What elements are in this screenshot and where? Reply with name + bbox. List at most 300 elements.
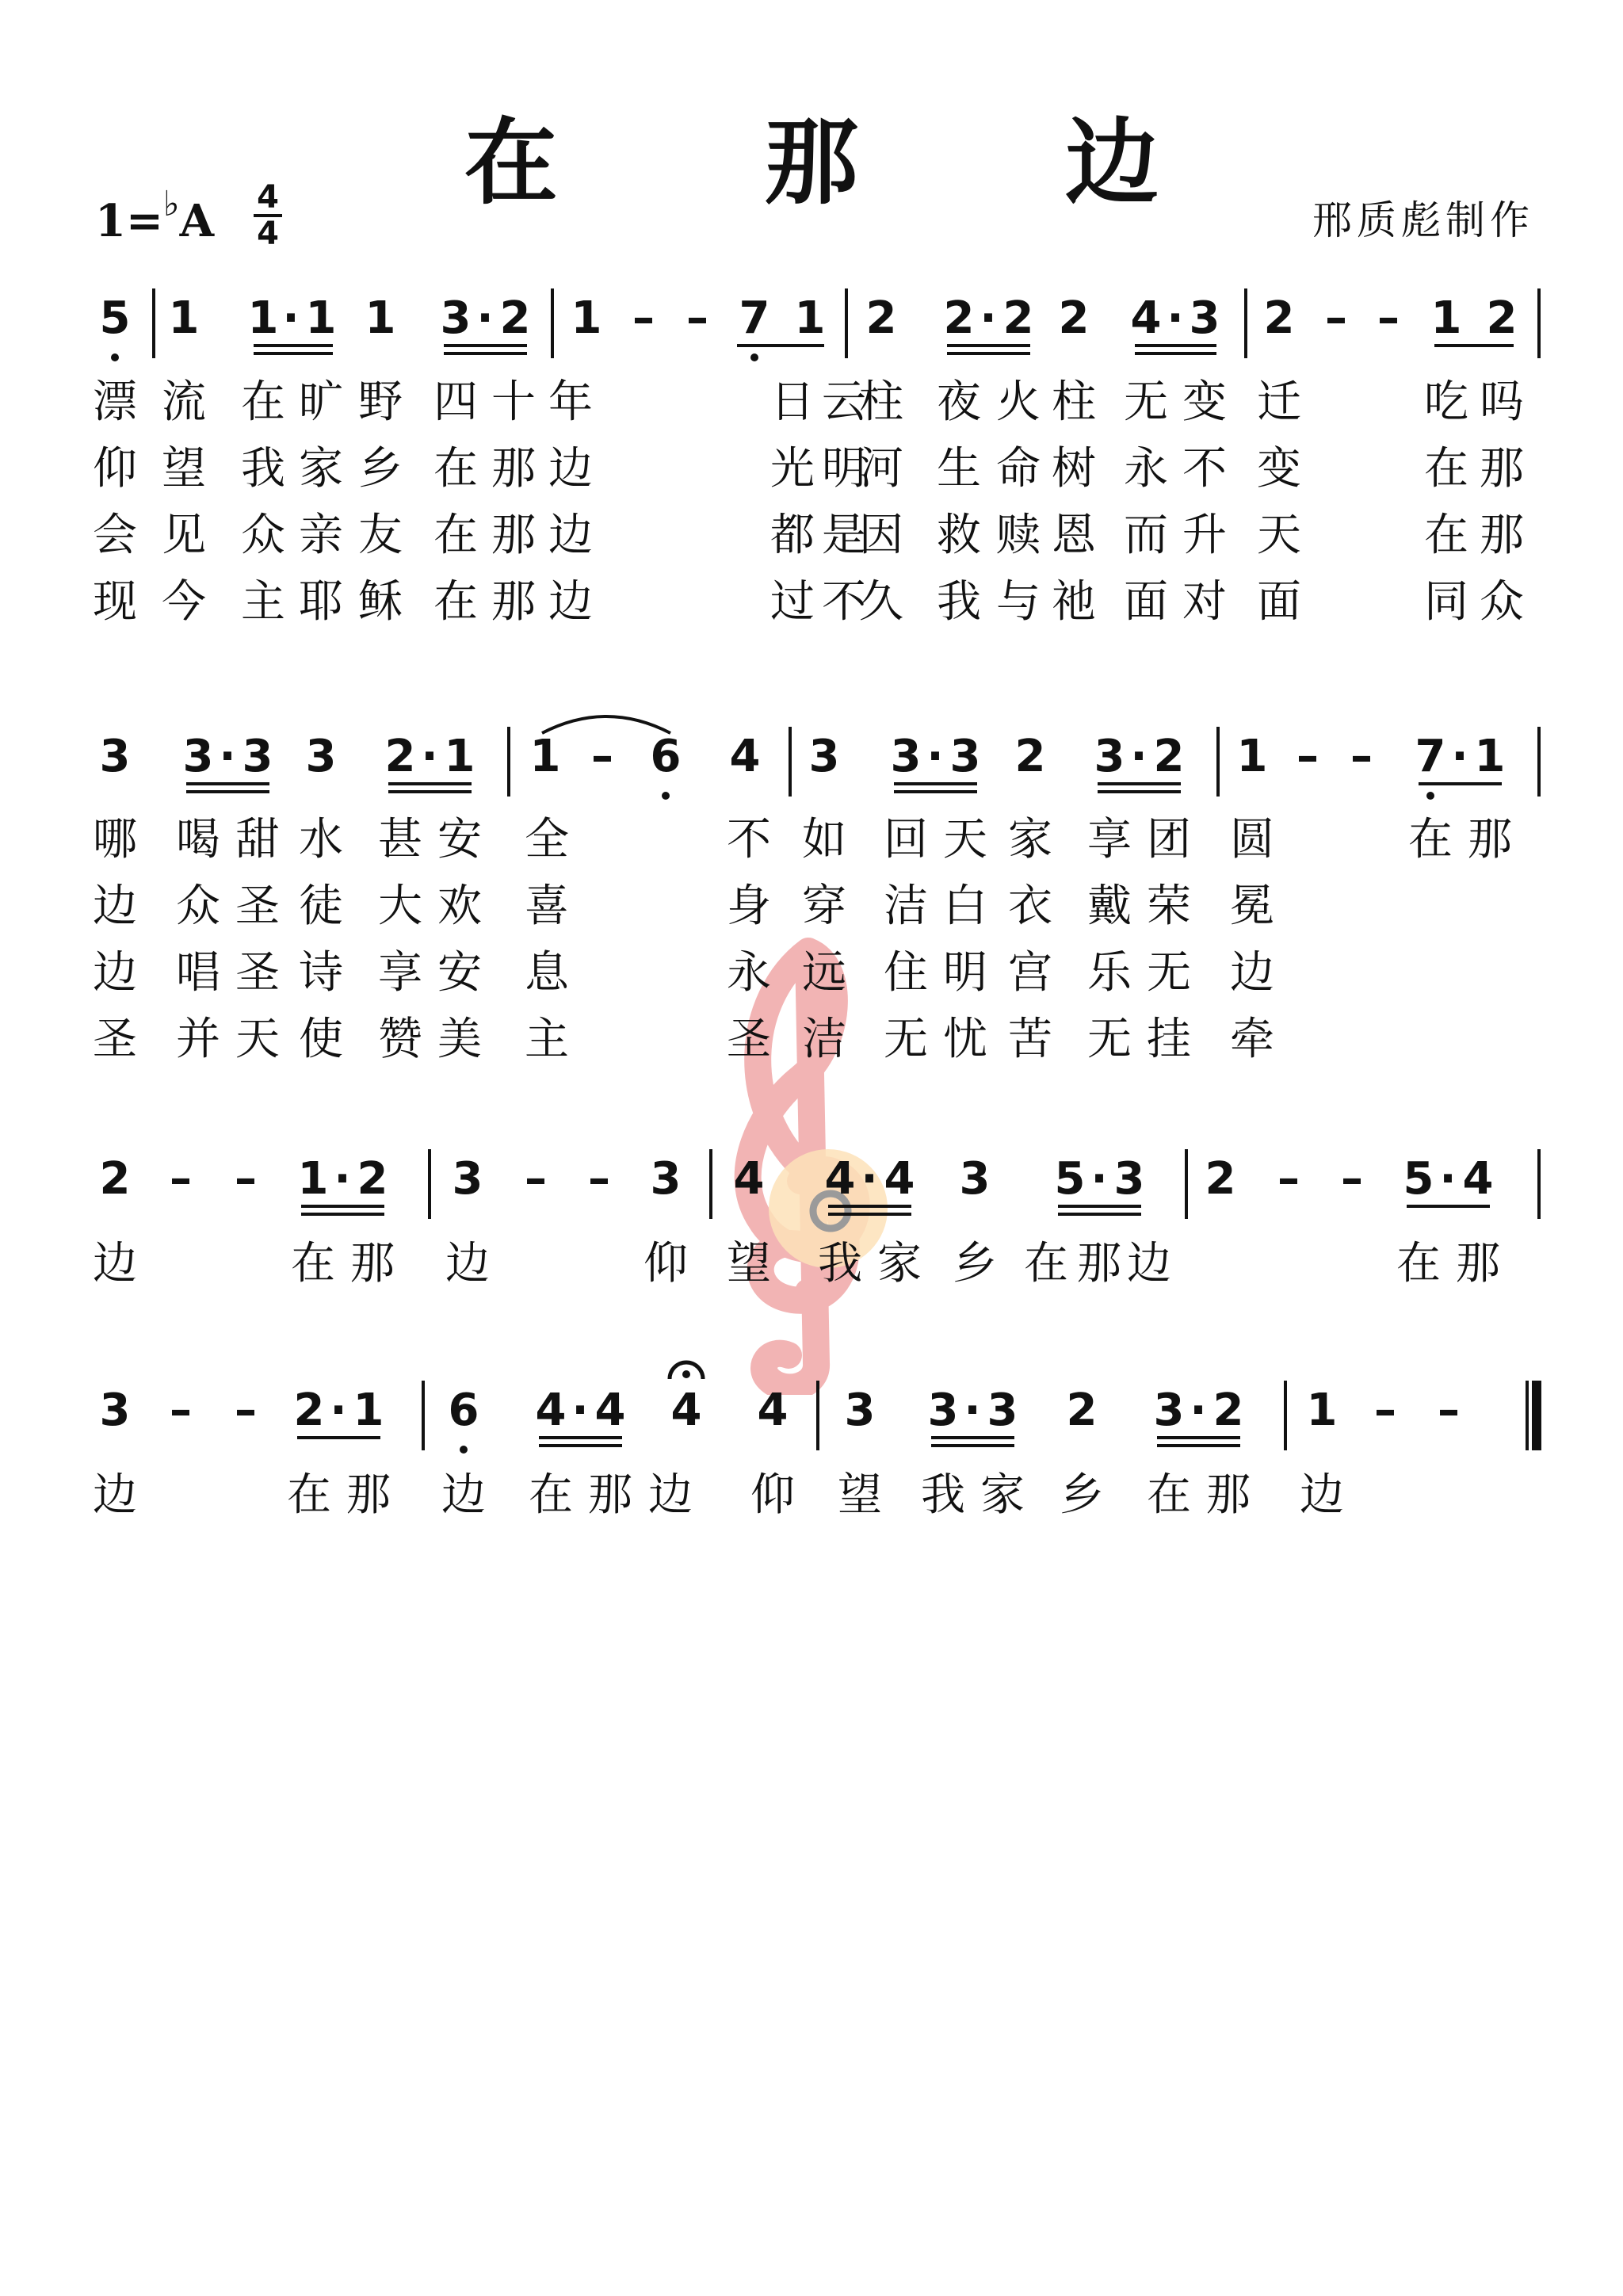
dash-hold: – [1374, 1385, 1396, 1436]
lyric-char: 救 [937, 510, 981, 561]
note: 3 [1153, 1385, 1185, 1436]
bar-line [1537, 727, 1541, 797]
note: 1 [571, 292, 602, 344]
bar-line [816, 1381, 819, 1450]
note: 4 [1130, 292, 1162, 344]
note: 1 [1474, 731, 1506, 782]
note: 3 [1094, 731, 1125, 782]
lyric-char: 安 [437, 947, 482, 999]
bar-line [428, 1149, 431, 1219]
note: 4 [535, 1385, 567, 1436]
lyric-char: 柱 [1052, 376, 1096, 428]
key-signature [95, 184, 214, 247]
beam-underline [254, 352, 333, 355]
final-bar-line [1532, 1381, 1541, 1450]
beam-underline [894, 790, 977, 793]
note: 4 [824, 1153, 856, 1205]
key-tonic-prefix: 1= [95, 195, 163, 247]
lyric-char: 诗 [299, 947, 343, 999]
beam-underline [186, 790, 269, 793]
lyric-char: 欢 [437, 881, 482, 932]
beam-underline [947, 344, 1030, 347]
lyric-char: 无 [1124, 376, 1168, 428]
lyric-char: 边 [548, 510, 593, 561]
lyric-char: 吗 [1480, 376, 1524, 428]
lyric-char: 荣 [1147, 881, 1191, 932]
lyric-char: 在 [433, 510, 478, 561]
note: 1 [297, 1153, 329, 1205]
lyric-char: 望 [162, 443, 206, 495]
lyric-char: 边 [93, 881, 137, 932]
music-system-1 [0, 292, 1623, 390]
lyric-char: 在 [1147, 1469, 1191, 1521]
lyric-char: 洁 [884, 881, 928, 932]
note: 4 [757, 1385, 789, 1436]
note: 3 [844, 1385, 876, 1436]
note: 4 [884, 1153, 915, 1205]
bar-line [422, 1381, 425, 1450]
lyric-char: 会 [93, 510, 137, 561]
low-octave-dot [750, 353, 758, 361]
dot-rhythm: · [980, 292, 997, 344]
lyric-char: 安 [437, 814, 482, 865]
lyric-char: 那 [350, 1238, 395, 1289]
lyric-char: 乡 [953, 1238, 997, 1289]
bar-line [1284, 1381, 1287, 1450]
lyric-char: 对 [1182, 576, 1227, 628]
flat-sign: ♭ [162, 184, 180, 224]
lyric-char: 乐 [1087, 947, 1132, 999]
lyric-char: 年 [548, 376, 593, 428]
lyric-char: 全 [525, 814, 569, 865]
lyric-char: 洁 [802, 1014, 846, 1065]
dash-hold: – [1377, 292, 1400, 344]
note: 3 [927, 1385, 959, 1436]
lyric-char: 与 [996, 576, 1041, 628]
note: 7 [1415, 731, 1446, 782]
lyric-char: 无 [884, 1014, 928, 1065]
low-octave-dot [1426, 792, 1434, 800]
dash-hold: – [591, 731, 613, 782]
music-system-3 [0, 1153, 1623, 1251]
beam-underline [444, 352, 527, 355]
fermata-icon [666, 1355, 706, 1382]
note: 1 [168, 292, 200, 344]
lyric-char: 在 [433, 576, 478, 628]
beam-underline [301, 1213, 384, 1216]
lyric-char: 耶 [299, 576, 343, 628]
lyric-char: 衣 [1008, 881, 1052, 932]
lyric-char: 边 [548, 443, 593, 495]
dash-hold: – [525, 1153, 547, 1205]
lyric-char: 众 [1480, 576, 1524, 628]
beam-underline [388, 782, 472, 785]
lyric-char: 苦 [1008, 1014, 1052, 1065]
lyric-char: 身 [727, 881, 771, 932]
lyric-char: 亲 [299, 510, 343, 561]
note: 3 [949, 731, 981, 782]
note: 2 [1153, 731, 1185, 782]
beam-underline [301, 1205, 384, 1208]
note: 3 [808, 731, 840, 782]
note: 1 [305, 292, 337, 344]
bar-line [1244, 288, 1247, 358]
note: 4 [729, 731, 761, 782]
note: 1 [794, 292, 826, 344]
lyric-char: 圣 [235, 881, 280, 932]
lyric-char: 圣 [93, 1014, 137, 1065]
lyric-char: 在 [1396, 1238, 1441, 1289]
dash-hold: – [632, 292, 655, 344]
lyric-char: 稣 [358, 576, 403, 628]
beam-underline [1058, 1205, 1141, 1208]
beam-underline [388, 790, 472, 793]
dash-hold: – [170, 1385, 192, 1436]
note: 2 [293, 1385, 325, 1436]
lyric-char: 喜 [525, 881, 569, 932]
note: 3 [987, 1385, 1018, 1436]
lyric-char: 主 [525, 1014, 569, 1065]
beam-underline [1434, 344, 1514, 347]
lyric-char: 面 [1257, 576, 1301, 628]
lyric-char: 在 [1408, 814, 1453, 865]
lyric-char: 十 [491, 376, 536, 428]
lyric-char: 不 [727, 814, 771, 865]
lyric-char: 哪 [93, 814, 137, 865]
lyric-char: 远 [802, 947, 846, 999]
lyric-char: 边 [1127, 1238, 1171, 1289]
lyric-char: 那 [1480, 443, 1524, 495]
beam-underline [931, 1436, 1014, 1439]
lyric-char: 旷 [299, 376, 343, 428]
music-system-4 [0, 1387, 1623, 1482]
lyric-char: 团 [1147, 814, 1191, 865]
note: 3 [890, 731, 922, 782]
note: 3 [99, 1385, 131, 1436]
note: 1 [1430, 292, 1462, 344]
beam-underline [297, 1436, 380, 1439]
lyric-char: 边 [1300, 1469, 1344, 1521]
bar-line [507, 727, 510, 797]
note: 3 [305, 731, 337, 782]
lyric-char: 美 [437, 1014, 482, 1065]
note: 6 [448, 1385, 479, 1436]
note: 7 [739, 292, 770, 344]
dot-rhythm: · [571, 1385, 589, 1436]
note: 3 [440, 292, 472, 344]
dot-rhythm: · [334, 1153, 351, 1205]
lyric-char: 久 [859, 576, 903, 628]
beam-underline [737, 344, 824, 347]
lyric-char: 命 [996, 443, 1041, 495]
low-octave-dot [460, 1446, 468, 1454]
note: 3 [1189, 292, 1220, 344]
note: 2 [99, 1153, 131, 1205]
lyric-char: 如 [802, 814, 846, 865]
bar-line [1526, 1381, 1529, 1450]
dash-hold: – [1325, 292, 1347, 344]
lyric-char: 在 [291, 1238, 335, 1289]
lyric-char: 仰 [750, 1469, 795, 1521]
dot-rhythm: · [861, 1153, 878, 1205]
note: 1 [529, 731, 561, 782]
note: 2 [499, 292, 531, 344]
lyric-char: 乡 [1060, 1469, 1104, 1521]
lyric-char: 而 [1124, 510, 1168, 561]
lyric-char: 众 [241, 510, 285, 561]
lyric-char: 宫 [1008, 947, 1052, 999]
lyric-char: 水 [299, 814, 343, 865]
note: 3 [99, 731, 131, 782]
low-octave-dot [662, 792, 670, 800]
lyric-char: 见 [162, 510, 206, 561]
lyric-char: 树 [1052, 443, 1096, 495]
dash-hold: – [686, 292, 708, 344]
note: 4 [670, 1385, 702, 1436]
lyric-char: 那 [1468, 814, 1512, 865]
lyric-char: 边 [93, 1238, 137, 1289]
bar-line [709, 1149, 712, 1219]
beam-underline [1135, 352, 1216, 355]
bar-line [845, 288, 848, 358]
bar-line [1537, 1149, 1541, 1219]
note: 3 [242, 731, 273, 782]
beam-underline [828, 1205, 911, 1208]
beam-underline [894, 782, 977, 785]
lyric-char: 我 [818, 1238, 862, 1289]
lyric-char: 唱 [176, 947, 220, 999]
note: 4 [594, 1385, 626, 1436]
lyric-char: 边 [445, 1238, 490, 1289]
lyric-char: 在 [1424, 443, 1468, 495]
lyric-char: 望 [838, 1469, 882, 1521]
lyric-char: 享 [378, 947, 422, 999]
lyric-char: 享 [1087, 814, 1132, 865]
lyric-char: 赎 [996, 510, 1041, 561]
lyric-char: 过 [770, 576, 815, 628]
lyric-char: 我 [921, 1469, 965, 1521]
lyric-char: 边 [1230, 947, 1274, 999]
lyric-char: 仰 [643, 1238, 688, 1289]
lyric-char: 祂 [1052, 576, 1096, 628]
lyric-char: 甜 [235, 814, 280, 865]
lyric-char: 牵 [1230, 1014, 1274, 1065]
lyric-char: 息 [525, 947, 569, 999]
lyric-char: 回 [884, 814, 928, 865]
beam-underline [1135, 344, 1216, 347]
lyric-char: 边 [93, 1469, 137, 1521]
lyric-char: 那 [588, 1469, 632, 1521]
lyric-char: 友 [358, 510, 403, 561]
lyric-char: 变 [1182, 376, 1227, 428]
beam-underline [1098, 782, 1181, 785]
note: 3 [959, 1153, 991, 1205]
lyric-char: 挂 [1147, 1014, 1191, 1065]
dot-rhythm: · [330, 1385, 347, 1436]
lyric-char: 众 [176, 881, 220, 932]
note: 2 [1486, 292, 1518, 344]
note: 2 [1058, 292, 1090, 344]
lyric-char: 在 [1024, 1238, 1068, 1289]
note: 4 [733, 1153, 765, 1205]
lyric-char: 是 [822, 510, 866, 561]
lyric-char: 在 [287, 1469, 331, 1521]
lyric-char: 边 [93, 947, 137, 999]
lyric-char: 云 [822, 376, 866, 428]
note: 2 [1212, 1385, 1244, 1436]
note: 1 [1236, 731, 1268, 782]
lyric-char: 喝 [176, 814, 220, 865]
lyric-char: 日 [770, 376, 815, 428]
note: 2 [1014, 731, 1046, 782]
lyric-char: 那 [1077, 1238, 1121, 1289]
lyric-char: 不 [822, 576, 866, 628]
lyric-char: 永 [727, 947, 771, 999]
beam-underline [444, 344, 527, 347]
bar-line [152, 288, 155, 358]
note: 3 [452, 1153, 483, 1205]
note: 6 [650, 731, 682, 782]
slur-arc [539, 705, 674, 736]
low-octave-dot [111, 353, 119, 361]
lyric-char: 戴 [1087, 881, 1132, 932]
lyric-char: 因 [859, 510, 903, 561]
song-title: 在 那 边 [464, 107, 1247, 217]
note: 1 [444, 731, 475, 782]
lyric-char: 边 [441, 1469, 486, 1521]
lyric-char: 住 [884, 947, 928, 999]
lyric-char: 那 [1456, 1238, 1500, 1289]
beam-underline [931, 1444, 1014, 1447]
lyric-char: 河 [859, 443, 903, 495]
note: 2 [357, 1153, 388, 1205]
lyric-char: 明 [943, 947, 987, 999]
note: 3 [650, 1153, 682, 1205]
dash-hold: – [1438, 1385, 1460, 1436]
note: 2 [384, 731, 416, 782]
note: 2 [1066, 1385, 1098, 1436]
note: 1 [247, 292, 279, 344]
beam-underline [1407, 1205, 1490, 1208]
note: 2 [1263, 292, 1295, 344]
dot-rhythm: · [926, 731, 944, 782]
lyric-char: 在 [529, 1469, 573, 1521]
beam-underline [539, 1436, 622, 1439]
dot-rhythm: · [282, 292, 300, 344]
dot-rhythm: · [421, 731, 438, 782]
bar-line [551, 288, 554, 358]
lyric-char: 甚 [378, 814, 422, 865]
lyric-char: 天 [943, 814, 987, 865]
lyric-char: 不 [1182, 443, 1227, 495]
note: 1 [353, 1385, 384, 1436]
lyric-char: 边 [548, 576, 593, 628]
dot-rhythm: · [219, 731, 236, 782]
note: 2 [1002, 292, 1034, 344]
lyric-char: 光 [770, 443, 815, 495]
lyric-char: 同 [1424, 576, 1468, 628]
lyric-char: 我 [937, 576, 981, 628]
lyric-char: 那 [491, 443, 536, 495]
lyric-char: 那 [491, 576, 536, 628]
dash-hold: – [170, 1153, 192, 1205]
lyric-char: 忧 [943, 1014, 987, 1065]
lyric-char: 仰 [93, 443, 137, 495]
dot-rhythm: · [1451, 731, 1468, 782]
bar-line [1185, 1149, 1188, 1219]
lyric-char: 野 [358, 376, 403, 428]
note: 3 [1113, 1153, 1145, 1205]
lyric-char: 夜 [937, 376, 981, 428]
note: 3 [182, 731, 214, 782]
dot-rhythm: · [1439, 1153, 1457, 1205]
note: 5 [1054, 1153, 1086, 1205]
lyric-char: 圆 [1230, 814, 1274, 865]
bar-line [1216, 727, 1220, 797]
lyric-char: 四 [433, 376, 478, 428]
lyric-char: 圣 [727, 1014, 771, 1065]
time-signature [254, 181, 282, 250]
lyric-char: 在 [1424, 510, 1468, 561]
note: 2 [1205, 1153, 1236, 1205]
lyric-char: 流 [162, 376, 206, 428]
lyric-char: 明 [822, 443, 866, 495]
lyric-char: 柱 [859, 376, 903, 428]
dot-rhythm: · [1090, 1153, 1108, 1205]
lyric-char: 家 [980, 1469, 1025, 1521]
dot-rhythm: · [1130, 731, 1148, 782]
lyric-char: 天 [235, 1014, 280, 1065]
lyric-char: 在 [433, 443, 478, 495]
beam-underline [1419, 782, 1502, 785]
lyric-char: 无 [1087, 1014, 1132, 1065]
lyric-char: 天 [1257, 510, 1301, 561]
dot-rhythm: · [1167, 292, 1184, 344]
beam-underline [254, 344, 333, 347]
key-name: A [179, 195, 215, 247]
lyric-char: 面 [1124, 576, 1168, 628]
lyric-char: 徒 [299, 881, 343, 932]
dash-hold: – [1277, 1153, 1300, 1205]
lyric-char: 升 [1182, 510, 1227, 561]
beam-underline [828, 1213, 911, 1216]
dash-hold: – [235, 1153, 257, 1205]
beam-underline [947, 352, 1030, 355]
lyric-char: 那 [491, 510, 536, 561]
lyric-char: 边 [648, 1469, 693, 1521]
bar-line [1537, 288, 1541, 358]
lyric-char: 变 [1257, 443, 1301, 495]
lyric-char: 恩 [1052, 510, 1096, 561]
lyric-char: 家 [877, 1238, 922, 1289]
author-credit: 邢质彪制作 [1312, 197, 1534, 243]
lyric-char: 漂 [93, 376, 137, 428]
beam-underline [1058, 1213, 1141, 1216]
time-signature-top: 4 [257, 179, 279, 216]
lyric-char: 在 [241, 376, 285, 428]
dot-rhythm: · [476, 292, 494, 344]
lyric-char: 现 [93, 576, 137, 628]
note: 1 [365, 292, 396, 344]
lyric-char: 那 [1480, 510, 1524, 561]
dash-hold: – [588, 1153, 610, 1205]
dash-hold: – [1341, 1153, 1363, 1205]
lyric-char: 今 [162, 576, 206, 628]
lyric-char: 家 [1008, 814, 1052, 865]
lyric-char: 冕 [1230, 881, 1274, 932]
lyric-char: 大 [378, 881, 422, 932]
lyric-char: 主 [241, 576, 285, 628]
